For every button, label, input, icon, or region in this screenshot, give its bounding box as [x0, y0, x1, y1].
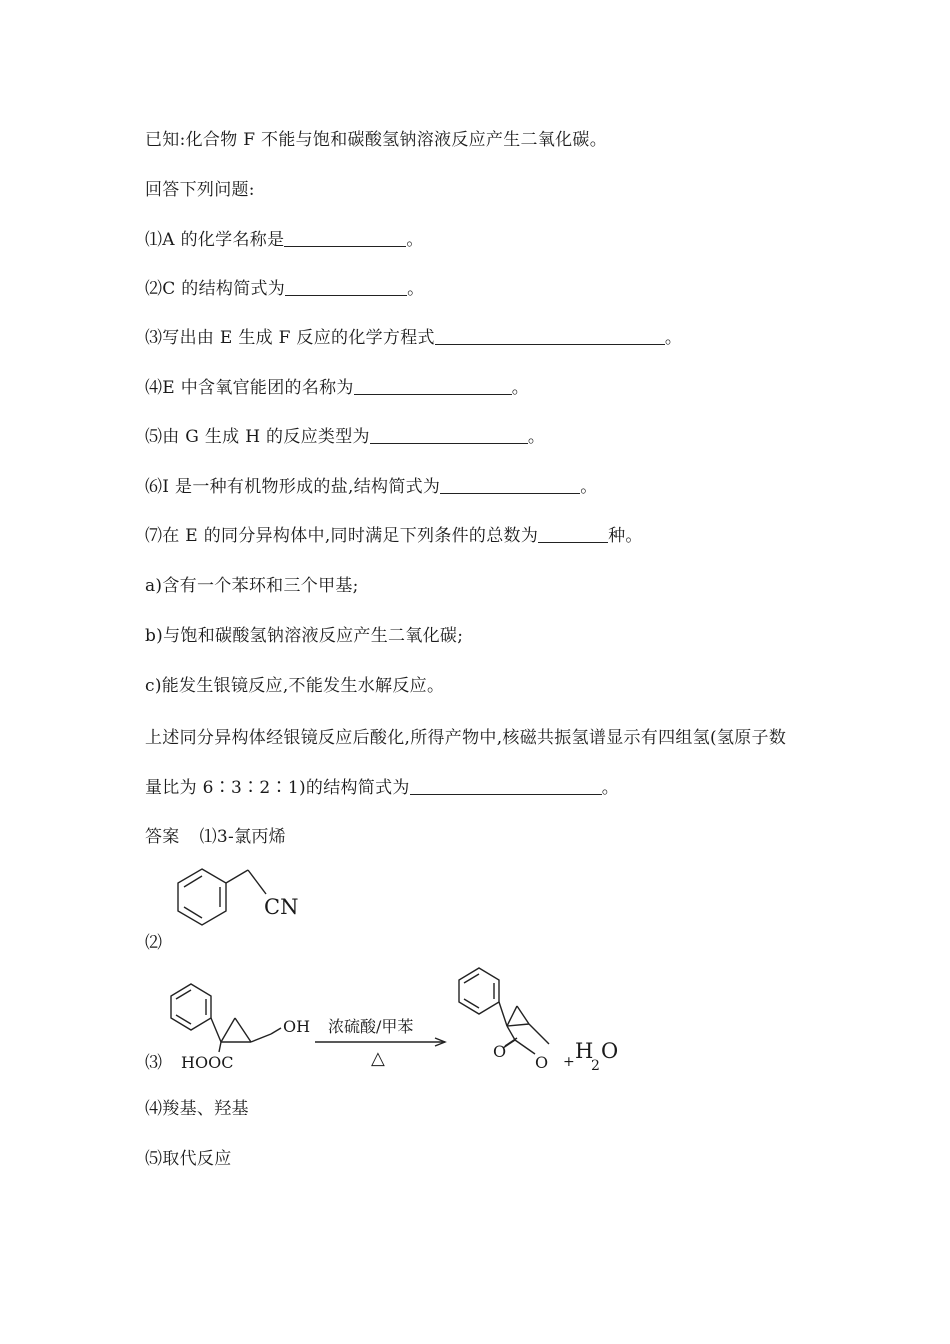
answer-blank-4[interactable]: [354, 376, 512, 395]
answer-label: 答案: [145, 827, 180, 847]
question-4-text: ⑷E 中含氧官能团的名称为: [145, 378, 354, 398]
question-3-end: 。: [664, 328, 683, 348]
question-2: [145, 277, 424, 301]
answer-1: [145, 825, 286, 849]
intro-text: 已知:化合物 F 不能与饱和碳酸氢钠溶液反应产生二氧化碳。: [145, 130, 608, 150]
question-5: [145, 425, 545, 449]
question-1-end: 。: [406, 230, 424, 250]
water-hydrogen: H: [575, 1039, 594, 1063]
question-1-text: ⑴A 的化学名称是: [145, 230, 285, 250]
question-6: [145, 475, 598, 499]
answer-blank-7b[interactable]: [410, 776, 602, 795]
answer-blank-1[interactable]: [284, 228, 406, 247]
question-6-text: ⑹I 是一种有机物形成的盐,结构简式为: [145, 477, 441, 497]
question-5-end: 。: [527, 427, 546, 447]
hydroxyl-label: OH: [283, 1017, 311, 1036]
condition-b: b)与饱和碳酸氢钠溶液反应产生二氧化碳;: [145, 626, 464, 646]
answer-2-label: ⑵: [145, 933, 163, 953]
carbonyl-oxygen-label: O: [493, 1042, 507, 1061]
question-4-end: 。: [511, 378, 530, 398]
ring-oxygen-label: O: [535, 1053, 549, 1072]
condition-c: c)能发生银镜反应,不能发生水解反应。: [145, 676, 445, 696]
answer-1-text: ⑴3-氯丙烯: [199, 827, 286, 847]
question-2-text: ⑵C 的结构简式为: [145, 279, 286, 299]
answer-4: ⑷羧基、羟基: [145, 1099, 249, 1119]
question-7b-line-2: [145, 776, 619, 800]
carboxyl-label: HOOC: [181, 1053, 234, 1072]
answer-blank-6[interactable]: [440, 475, 580, 494]
question-4: [145, 376, 529, 400]
question-7-end: 种。: [608, 526, 643, 546]
answer-blank-5[interactable]: [370, 425, 528, 444]
question-7b-end: 。: [601, 778, 620, 798]
question-3: [145, 326, 682, 350]
question-5-text: ⑸由 G 生成 H 的反应类型为: [145, 427, 370, 447]
question-7b-line-1: 上述同分异构体经银镜反应后酸化,所得产物中,核磁共振氢谱显示有四组氢(氢原子数: [145, 728, 787, 748]
prompt-text: 回答下列问题:: [145, 180, 255, 200]
reaction-condition-heat: △: [371, 1048, 385, 1069]
condition-a: a)含有一个苯环和三个甲基;: [145, 576, 359, 596]
question-7: [145, 524, 643, 548]
plus-sign: +: [563, 1054, 575, 1070]
water-oxygen: O: [601, 1039, 619, 1063]
answer-5: ⑸取代反应: [145, 1149, 232, 1169]
answer-blank-2[interactable]: [285, 277, 407, 296]
answer-blank-3[interactable]: [435, 326, 665, 345]
question-7b-text: 量比为 6∶3∶2∶1)的结构简式为: [145, 778, 410, 798]
water-subscript: 2: [591, 1058, 600, 1074]
question-1: [145, 228, 424, 252]
question-7-text: ⑺在 E 的同分异构体中,同时满足下列条件的总数为: [145, 526, 539, 546]
question-2-end: 。: [407, 279, 425, 299]
reaction-condition-reagents: 浓硫酸/甲苯: [328, 1017, 414, 1036]
question-3-text: ⑶写出由 E 生成 F 反应的化学方程式: [145, 328, 435, 348]
reactant-benzene-ring: [171, 984, 211, 1030]
answer-2-structure: [170, 862, 330, 952]
question-6-end: 。: [580, 477, 598, 497]
cyano-group-label: CN: [264, 895, 299, 919]
answer-blank-7[interactable]: [538, 524, 608, 543]
answer-3-reaction: [163, 962, 633, 1082]
answer-3-label: ⑶: [145, 1053, 163, 1073]
